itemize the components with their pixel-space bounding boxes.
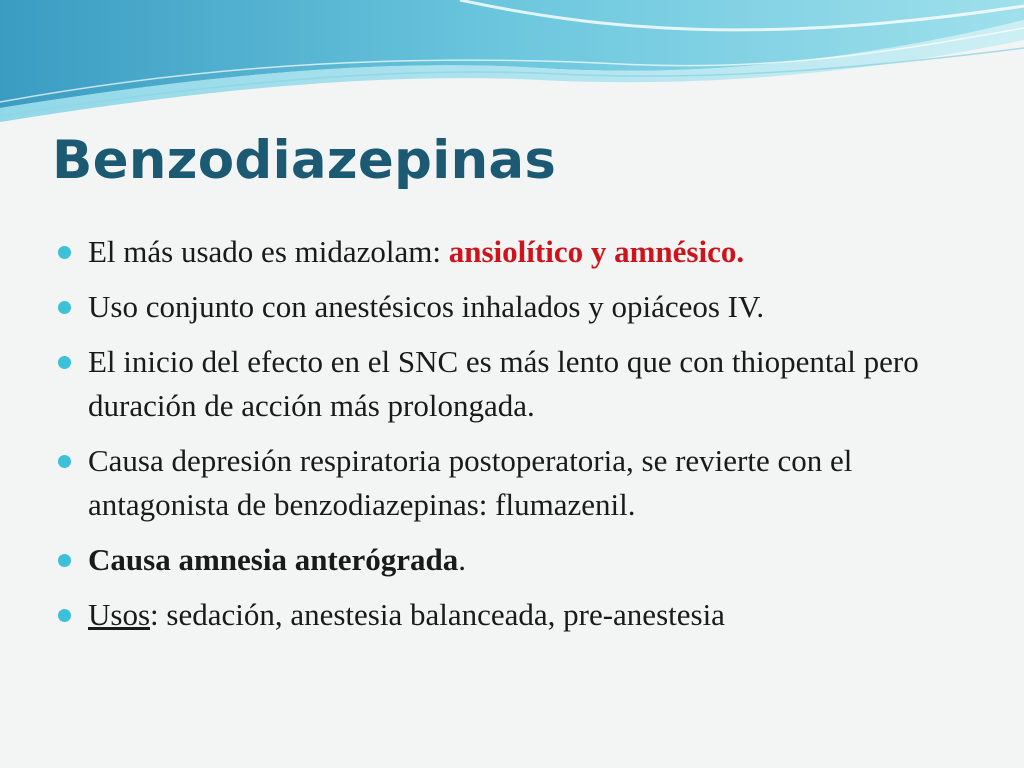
bullet-item — [58, 538, 988, 582]
bullet-dot-icon — [58, 455, 71, 468]
bullet-item — [58, 593, 988, 637]
bullet-text: . — [458, 542, 467, 577]
bullet-text: El inicio del efecto en el SNC es más lento que con thiopental pero duración de acción más prolongada. — [88, 344, 919, 423]
bullet-item — [58, 285, 988, 329]
bullet-text: Uso conjunto con anestésicos inhalados y opiáceos IV. — [88, 289, 765, 324]
bullet-underlined-text: Usos — [88, 597, 151, 632]
bullet-item — [58, 230, 988, 274]
bullet-list — [58, 230, 988, 648]
bullet-dot-icon — [58, 301, 71, 314]
bullet-dot-icon — [58, 609, 71, 622]
bullet-dot-icon — [58, 356, 71, 369]
bullet-bold-text: Causa amnesia anterógrada — [88, 542, 459, 577]
bullet-highlight: ansiolítico y amnésico. — [448, 234, 745, 269]
bullet-dot-icon — [58, 246, 71, 259]
bullet-text: Causa depresión respiratoria postoperatoria, se revierte con el antagonista de benzodiazepinas: flumazenil. — [88, 443, 853, 522]
header-wave-decoration — [0, 0, 1024, 130]
bullet-text: El más usado es midazolam: — [88, 234, 449, 269]
bullet-dot-icon — [58, 554, 71, 567]
bullet-item — [58, 340, 988, 428]
bullet-item — [58, 439, 988, 527]
slide-title: Benzodiazepinas — [52, 130, 557, 191]
bullet-text: : sedación, anestesia balanceada, pre-anestesia — [150, 597, 725, 632]
